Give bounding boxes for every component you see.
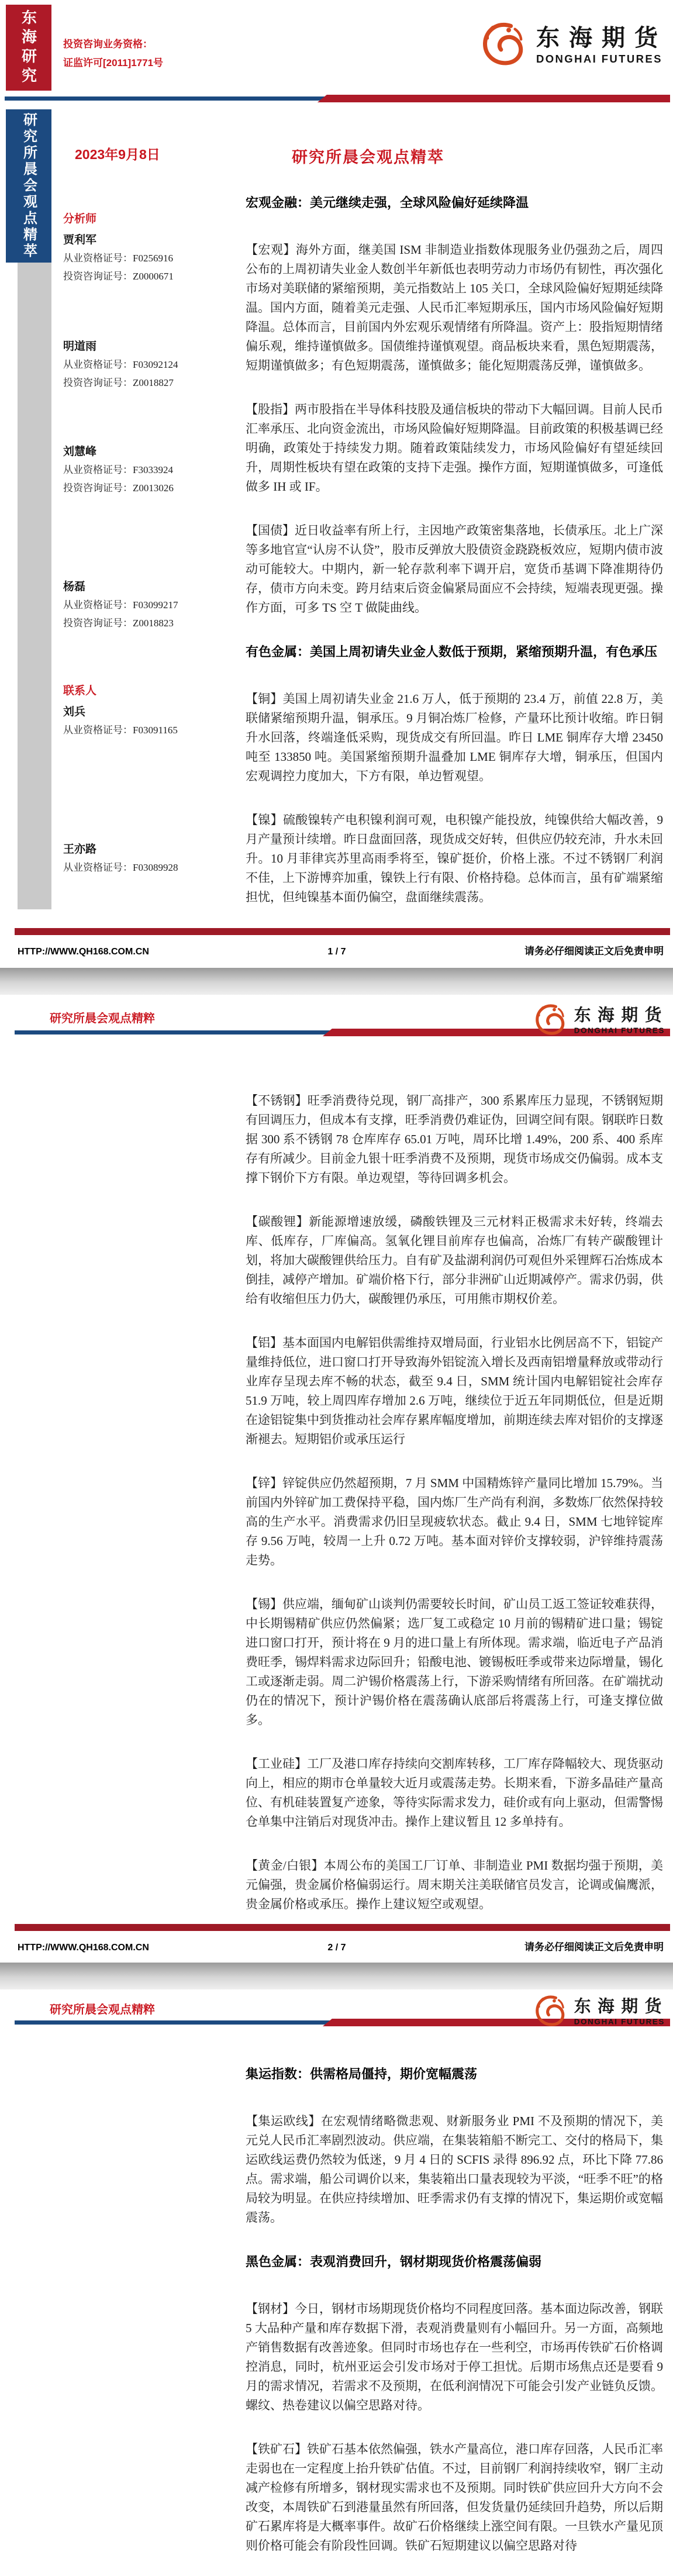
report-date: 2023年9月8日 <box>75 147 160 162</box>
page-separator <box>0 968 673 995</box>
contact-qual: 从业资格证号：F03089928 <box>63 862 178 873</box>
analyst-advisory: 投资咨询证号：Z0018823 <box>63 618 174 629</box>
brand-vertical-banner <box>6 5 51 91</box>
analyst-qual: 从业资格证号：F03092124 <box>63 359 178 370</box>
analyst-qual: 从业资格证号：F03099217 <box>63 599 178 611</box>
sidebar-gray-strip <box>18 263 51 909</box>
contact-entry <box>63 705 239 739</box>
footer-page-number: 2 / 7 <box>327 1943 346 1953</box>
logo-text <box>536 25 667 65</box>
section-heading-shipping: 集运指数：供需格局僵持，期价宽幅震荡 <box>246 2067 478 2081</box>
contact-name: 王亦路 <box>63 843 97 856</box>
page-header-title: 研究所晨会观点精粹 <box>50 2003 155 2016</box>
analyst-advisory: 投资咨询证号：Z0000671 <box>63 271 174 282</box>
analyst-qual: 从业资格证号：F3033924 <box>63 464 173 475</box>
contact-name: 刘兵 <box>63 706 86 718</box>
logo-name-cn: 东海期货 <box>536 25 667 51</box>
sidebar-vertical-banner <box>6 109 51 263</box>
dragon-logo-icon <box>479 18 530 73</box>
para-copper: 【铜】美国上周初请失业金 21.6 万人，低于预期的 23.4 万，前值 22.8 万，美联储紧缩预期升温，铜承压。9 月铜冶炼厂检修，产量环比预计收缩。昨日铜升水回落，终端逢低采购，现货成交有所回温。昨日 LME 铜库存大增 23450 吨至 133850 吨。美国紧缩预期升温叠加 LME 铜库存大增，铜承压，但国内宏观调控力度加大，下方有限，单边暂观望。 <box>246 692 663 783</box>
page3-body <box>246 2064 663 2576</box>
footer-disclaimer: 请务必仔细阅读正文后免责申明 <box>524 1942 664 1953</box>
para-iron-ore: 【铁矿石】铁矿石基本依然偏强，铁水产量高位，港口库存回落，人民币汇率走弱也在一定程度上抬升铁矿估值。不过，目前钢厂利润持续收窄，钢厂主动减产检修有所增多，钢材现实需求也不及预期。同时铁矿供应回升大方向不会改变，本周铁矿石到港量虽然有所回落，但发货量仍延续回升趋势，所以后期矿石累库将是大概率事件。故矿石价格继续上涨空间有限。一旦铁水产量见顶则价格可能会有阶段性回调。铁矿石短期建议以偏空思路对待 <box>246 2442 663 2553</box>
footer-page-number: 1 / 7 <box>327 947 346 957</box>
page2-body <box>246 1091 663 1939</box>
company-logo <box>533 1992 668 2032</box>
para-zinc: 【锌】锌锭供应仍然超预期，7 月 SMM 中国精炼锌产量同比增加 15.79%。当前国内外锌矿加工费保持平稳，国内炼厂生产尚有利润，多数炼厂依然保持较高的生产水平。消费需求仍旧呈现疲软状态。截止 9.4 日，SMM 七地锌锭库存 9.56 万吨，较周一上升 0.72 万吨。基本面对锌价支撑较弱，沪锌维持震荡走势。 <box>246 1476 663 1567</box>
analyst-panel <box>63 211 239 877</box>
page-3 <box>0 1989 673 2576</box>
analyst-advisory: 投资咨询证号：Z0013026 <box>63 482 174 494</box>
analyst-section-label: 分析师 <box>63 213 97 225</box>
analyst-entry <box>63 445 239 497</box>
footer-url: HTTP://WWW.QH168.COM.CN <box>18 947 149 957</box>
analyst-advisory: 投资咨询证号：Z0018827 <box>63 377 174 388</box>
footer-bar <box>15 1924 670 1931</box>
license-text <box>63 35 163 73</box>
para-steel: 【钢材】今日，钢材市场期现货价格均不同程度回落。基本面边际改善，钢联 5 大品种产量和库存数据下滑，表观消费量则有小幅回升。另一方面，高频地产销售数据有改善迹象。但同时市场也存在一些利空，市场再传铁矿石价格调控消息，同时，杭州亚运会引发市场对于停工担忧。后期市场焦点还是要看 9 月的需求情况，若需求不及预期，在低利润情况下可能会引发产业链负反馈。螺纹、热卷建议以偏空思路对待。 <box>246 2302 663 2412</box>
page-separator <box>0 1963 673 1989</box>
contact-section-label: 联系人 <box>63 685 97 697</box>
header-divider <box>5 95 670 102</box>
brand-banner-text: 东海研究 <box>19 9 37 87</box>
para-aluminium: 【铝】基本面国内电解铝供需维持双增局面，行业铝水比例居高不下，铝锭产量维持低位，进口窗口打开导致海外铝锭流入增长及西南铝增量释放或带动行业库存呈现去库不畅的状态，截至 9.4 日，SMM 统计国内电解铝锭社会库存 51.9 万吨，较上周四库存增加 2.6 万吨，继续位于近五年同期低位，但是近期在途铝锭集中到货推动社会库存累库幅度增加，前期连续去库对铝价的支撑逐渐褪去。短期铝价或承压运行 <box>246 1336 663 1446</box>
company-logo <box>479 18 667 73</box>
page-2 <box>0 995 673 1963</box>
page-header-title: 研究所晨会观点精粹 <box>50 1012 155 1025</box>
analyst-entry <box>63 580 239 632</box>
logo-name-en: DONGHAI FUTURES <box>574 1025 665 1034</box>
analyst-qual: 从业资格证号：F0256916 <box>63 253 173 264</box>
footer <box>18 943 664 957</box>
para-macro: 【宏观】海外方面，继美国 ISM 非制造业指数体现服务业仍强劲之后，周四公布的上周初请失业金人数创半年新低也表明劳动力市场仍有韧性，再次强化市场对美联储的紧缩预期，美元指数站上 105 关口，全球风险偏好短期延续降温。国内方面，随着美元走强、人民币汇率短期承压，国内市场风险偏好短期降温。总体而言，目前国内外宏观乐观情绪有所降温。资产上：股指短期情绪偏乐观，维持谨慎做多。国债维持谨慎观望。商品板块来看，黑色短期震荡，短期谨慎做多；有色短期震荡，谨慎做多；能化短期震荡反弹，谨慎做多。 <box>246 243 663 373</box>
analyst-name: 杨磊 <box>63 581 86 593</box>
dragon-logo-icon <box>533 1001 570 1040</box>
license-line-1: 投资咨询业务资格： <box>63 39 153 50</box>
para-nickel: 【镍】硫酸镍转产电积镍利润可观，电积镍产能投放，纯镍供给大幅改善，9 月产量预计续增。昨日盘面回落，现货成交好转，但供应仍较充沛，升水未回升。10 月菲律宾苏里高雨季将至，镍矿挺价，价格上涨。不过不锈钢厂利润不佳，上下游博弈加重，镍铁上行有限、价格持稳。总体而言，虽有矿端紧缩担忧，但纯镍基本面仍偏空，盘面继续震荡。 <box>246 813 663 904</box>
para-treasury-bond: 【国债】近日收益率有所上行，主因地产政策密集落地，长债承压。北上广深等多地官宣“认房不认贷”，股市反弹放大股债资金跷跷板效应，短期内债市波动可能较大。中期内，新一轮存款利率下调开启，宽货币基调下降准期待仍存，债市方向未变。跨月结束后资金偏紧局面应不会持续，短端表现更强。操作方面，可多 TS 空 T 做陡曲线。 <box>246 523 663 615</box>
section-heading-macro: 宏观金融：美元继续走强，全球风险偏好延续降温 <box>246 195 529 210</box>
page-title: 研究所晨会观点精萃 <box>292 149 444 166</box>
section-heading-nonferrous: 有色金属：美国上周初请失业金人数低于预期，紧缩预期升温，有色承压 <box>246 644 658 659</box>
para-stock-index: 【股指】两市股指在半导体科技股及通信板块的带动下大幅回调。目前人民币汇率承压、北向资金流出，市场风险偏好短期降温。目前政策的积极基调已经明确，政策处于持续发力期。随着政策陆续发力，市场风险偏好有望延续回升，周期性板块有望在政策的支持下走强。操作方面，短期谨慎做多，可逢低做多 IH 或 IF。 <box>246 402 663 494</box>
dragon-logo-icon <box>533 1992 570 2032</box>
company-logo <box>533 1001 668 1040</box>
analyst-entry <box>63 233 239 285</box>
para-stainless-steel: 【不锈钢】旺季消费待兑现，钢厂高排产，300 系累库压力显现，不锈钢短期有回调压力，但成本有支撑，旺季消费仍难证伪，回调空间有限。钢联昨日数据 300 系不锈钢 78 仓库库存 65.01 万吨，周环比增 1.49%，200 系、400 系库存有所减少。目前金九银十旺季消费不及预期，现货市场成交仍偏弱。成本支撑下钢价下方有限。单边观望，等待回调多机会。 <box>246 1094 663 1185</box>
footer-disclaimer: 请务必仔细阅读正文后免责申明 <box>524 946 664 957</box>
logo-text <box>574 1997 668 2026</box>
para-gold-silver: 【黄金/白银】本周公布的美国工厂订单、非制造业 PMI 数据均强于预期，美元偏强，贵金属价格偏弱运行。周末期关注美联储官员发言，论调或偏鹰派，贵金属价格或承压。操作上建议短空或观望。 <box>246 1858 663 1911</box>
para-shipping-eu-line: 【集运欧线】在宏观情绪略微悲观、财新服务业 PMI 不及预期的情况下，美元兑人民币汇率剧烈波动。供应端，在集装箱船不断完工、交付的格局下，集运欧线运费仍然较为低迷，9 月 4 日的 SCFIS 录得 896.92 点，环比下降 77.86 点。需求端，船公司调价以来，集装箱出口量表现较为平淡，“旺季不旺”的格局较为明显。在供应持续增加、旺季需求仍有支撑的情况下，集运期价或宽幅震荡。 <box>246 2114 663 2225</box>
logo-text <box>574 1006 668 1035</box>
para-tin: 【锡】供应端，缅甸矿山谈判仍需要较长时间，矿山员工返工签证较难获得，中长期锡精矿供应仍然偏紧；选厂复工或稳定 10 月前的锡精矿进口量；锡锭进口窗口打开，预计将在 9 月的进口量上有所体现。需求端，临近电子产品消费旺季，锡焊料需求边际回升；铅酸电池、镀锡板旺季或带来边际增量，锡化工或逐渐走弱。周二沪锡价格震荡上行，下游采购情绪有所回落。在矿端扰动仍在的情况下，预计沪锡价格在震荡确认底部后将震荡上行，可逢支撑位做多。 <box>246 1597 663 1727</box>
para-industrial-silicon: 【工业硅】工厂及港口库存持续向交割库转移，工厂库存降幅较大、现货驱动向上，相应的期市仓单量较大近月或震荡走势。长期来看，下游多晶硅产量高位、有机硅装置复产迹象，等待实际需求发力，硅价或有向上驱动，但需警惕仓单集中注销后对现货冲击。操作上建议暂且 12 多单持有。 <box>246 1757 663 1829</box>
page-1 <box>0 0 673 968</box>
para-lithium-carbonate: 【碳酸锂】新能源增速放缓，磷酸铁锂及三元材料正极需求未好转，终端去库、低库存，厂库偏高。氢氧化锂目前库存也偏高，冶炼厂有转产碳酸锂计划，将加大碳酸锂供给压力。自有矿及盐湖利润仍可观但外采锂辉石冶炼成本倒挂，减停产增加。矿端价格下行，部分非洲矿山近期减停产。需求仍弱，供给有收缩但压力仍大，碳酸锂仍承压，可用熊市期权价差。 <box>246 1215 663 1306</box>
analyst-name: 刘慧峰 <box>63 446 97 458</box>
contact-entry <box>63 843 239 877</box>
footer-url: HTTP://WWW.QH168.COM.CN <box>18 1943 149 1953</box>
logo-name-cn: 东海期货 <box>574 1006 668 1025</box>
license-line-2: 证监许可[2011]1771号 <box>63 57 164 69</box>
footer-bar <box>15 928 670 935</box>
page1-body <box>246 193 663 932</box>
logo-name-cn: 东海期货 <box>574 1997 668 2016</box>
analyst-name: 贾利军 <box>63 234 97 246</box>
logo-name-en: DONGHAI FUTURES <box>536 52 662 65</box>
section-heading-ferrous: 黑色金属：表观消费回升，钢材期现货价格震荡偏弱 <box>246 2254 542 2269</box>
footer <box>18 1939 664 1953</box>
analyst-name: 明道雨 <box>63 340 97 353</box>
contact-qual: 从业资格证号：F03091165 <box>63 725 178 736</box>
logo-name-en: DONGHAI FUTURES <box>574 2016 665 2026</box>
analyst-entry <box>63 340 239 392</box>
sidebar-banner-text: 研究所晨会观点精萃 <box>20 112 37 260</box>
